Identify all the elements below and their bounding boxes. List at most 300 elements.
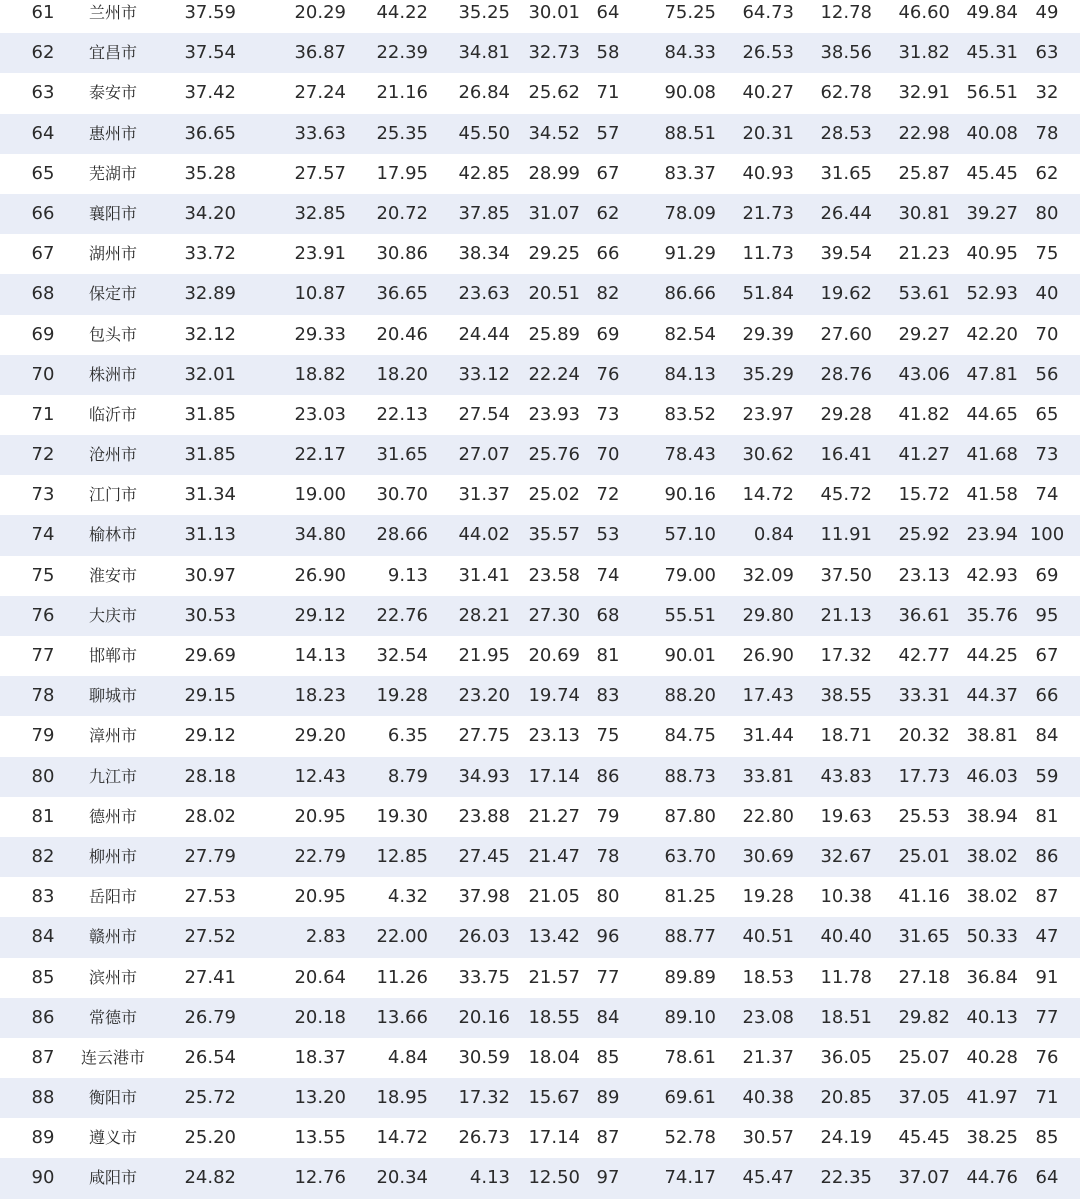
cell-col-6: 25.76 <box>528 444 580 466</box>
cell-score: 32.12 <box>184 323 236 345</box>
cell-col-12: 40.28 <box>966 1046 1018 1068</box>
cell-col-12: 38.94 <box>966 805 1018 827</box>
cell-col-13-rank: 75 <box>1035 243 1059 265</box>
cell-col-12: 47.81 <box>966 363 1018 385</box>
cell-col-10: 17.32 <box>820 645 872 666</box>
table-row <box>0 1038 1080 1078</box>
cell-col-10: 19.62 <box>820 283 872 305</box>
cell-col-12: 36.84 <box>966 966 1018 988</box>
cell-col-9: 26.90 <box>742 645 794 666</box>
cell-col-13-rank: 80 <box>1035 202 1059 224</box>
cell-col-6: 35.57 <box>528 524 580 546</box>
cell-col-6: 21.05 <box>528 886 580 908</box>
cell-col-4: 21.16 <box>376 82 428 104</box>
table-row <box>0 757 1080 797</box>
cell-rank: 61 <box>31 2 55 23</box>
table-row <box>0 33 1080 73</box>
cell-col-13-rank: 69 <box>1035 564 1059 586</box>
cell-rank: 63 <box>31 82 55 104</box>
cell-col-7-rank: 86 <box>596 765 620 787</box>
cell-score: 30.53 <box>184 604 236 626</box>
cell-city: 江门市 <box>88 485 137 505</box>
cell-col-6: 25.02 <box>528 484 580 506</box>
cell-col-11: 46.60 <box>898 2 950 23</box>
cell-col-9: 40.27 <box>742 82 794 104</box>
cell-col-8: 90.01 <box>664 645 716 666</box>
cell-rank: 81 <box>31 805 55 827</box>
cell-col-6: 17.14 <box>528 1127 580 1149</box>
table-row <box>0 676 1080 716</box>
cell-col-5: 33.75 <box>458 966 510 988</box>
cell-col-12: 50.33 <box>966 926 1018 948</box>
cell-col-4: 11.26 <box>376 966 428 988</box>
cell-col-5: 31.41 <box>458 564 510 586</box>
cell-city: 兰州市 <box>88 3 137 22</box>
table-row <box>0 917 1080 957</box>
cell-col-6: 21.47 <box>528 845 580 867</box>
cell-col-5: 42.85 <box>458 162 510 184</box>
cell-rank: 89 <box>31 1127 55 1149</box>
cell-col-8: 88.51 <box>664 122 716 144</box>
cell-rank: 65 <box>31 162 55 184</box>
cell-city: 邯郸市 <box>88 646 137 665</box>
cell-col-11: 30.81 <box>898 202 950 224</box>
cell-col-11: 36.61 <box>898 604 950 626</box>
cell-col-6: 21.27 <box>528 805 580 827</box>
cell-col-8: 88.73 <box>664 765 716 787</box>
cell-col-3: 14.13 <box>294 645 346 666</box>
cell-col-3: 26.90 <box>294 564 346 586</box>
cell-col-13-rank: 49 <box>1035 2 1059 23</box>
cell-col-7-rank: 71 <box>596 82 620 104</box>
cell-score: 31.13 <box>184 524 236 546</box>
cell-col-3: 20.18 <box>294 1006 346 1028</box>
cell-col-8: 57.10 <box>664 524 716 546</box>
cell-rank: 84 <box>31 926 55 948</box>
cell-col-3: 22.79 <box>294 845 346 867</box>
cell-col-11: 53.61 <box>898 283 950 305</box>
cell-city: 芜湖市 <box>88 163 137 183</box>
cell-col-3: 20.95 <box>294 886 346 908</box>
cell-col-6: 13.42 <box>528 926 580 948</box>
cell-col-9: 20.31 <box>742 122 794 144</box>
cell-col-12: 46.03 <box>966 765 1018 787</box>
cell-col-7-rank: 53 <box>596 524 620 546</box>
cell-col-3: 20.64 <box>294 966 346 988</box>
cell-col-6: 30.01 <box>528 2 580 23</box>
cell-col-12: 44.25 <box>966 645 1018 666</box>
cell-col-4: 30.70 <box>376 484 428 506</box>
cell-rank: 62 <box>31 42 55 64</box>
cell-city: 漳州市 <box>88 726 137 746</box>
cell-col-4: 4.84 <box>387 1046 428 1068</box>
table-row <box>0 596 1080 636</box>
cell-rank: 73 <box>31 484 55 506</box>
table-row <box>0 475 1080 515</box>
table-row <box>0 958 1080 998</box>
cell-col-11: 41.82 <box>898 403 950 425</box>
cell-score: 37.59 <box>184 2 236 23</box>
cell-score: 27.53 <box>184 886 236 908</box>
cell-col-8: 82.54 <box>664 323 716 345</box>
cell-city: 滨州市 <box>88 967 137 987</box>
table-row <box>0 636 1080 676</box>
cell-city: 聊城市 <box>88 686 137 706</box>
cell-col-9: 35.29 <box>742 363 794 385</box>
cell-col-8: 84.33 <box>664 42 716 64</box>
cell-col-12: 41.58 <box>966 484 1018 506</box>
cell-rank: 64 <box>31 122 55 144</box>
cell-city: 湖州市 <box>88 244 137 264</box>
cell-col-3: 32.85 <box>294 202 346 224</box>
cell-col-8: 89.10 <box>664 1006 716 1028</box>
cell-col-3: 20.29 <box>294 2 346 23</box>
cell-score: 25.72 <box>184 1087 236 1109</box>
cell-col-3: 27.57 <box>294 162 346 184</box>
cell-score: 27.79 <box>184 845 236 867</box>
cell-col-6: 25.89 <box>528 323 580 345</box>
cell-col-11: 25.92 <box>898 524 950 546</box>
cell-col-4: 13.66 <box>376 1006 428 1028</box>
cell-rank: 76 <box>31 604 55 626</box>
cell-col-4: 19.30 <box>376 805 428 827</box>
cell-col-5: 27.54 <box>458 403 510 425</box>
cell-col-5: 24.44 <box>458 323 510 345</box>
cell-col-8: 79.00 <box>664 564 716 586</box>
cell-col-11: 29.27 <box>898 323 950 345</box>
cell-col-3: 36.87 <box>294 42 346 64</box>
cell-col-7-rank: 77 <box>596 966 620 988</box>
cell-score: 24.82 <box>184 1167 236 1189</box>
cell-col-11: 43.06 <box>898 363 950 385</box>
cell-col-11: 25.53 <box>898 805 950 827</box>
cell-col-4: 32.54 <box>376 645 428 666</box>
cell-col-8: 91.29 <box>664 243 716 265</box>
cell-col-8: 89.89 <box>664 966 716 988</box>
cell-col-8: 69.61 <box>664 1087 716 1109</box>
cell-col-5: 37.98 <box>458 886 510 908</box>
cell-col-8: 86.66 <box>664 283 716 305</box>
cell-col-13-rank: 67 <box>1035 645 1059 666</box>
cell-col-10: 62.78 <box>820 82 872 104</box>
cell-col-13-rank: 47 <box>1035 926 1059 948</box>
cell-col-7-rank: 97 <box>596 1167 620 1189</box>
cell-col-7-rank: 64 <box>596 2 620 23</box>
table-row <box>0 315 1080 355</box>
cell-col-13-rank: 63 <box>1035 42 1059 64</box>
cell-city: 衡阳市 <box>88 1088 137 1108</box>
cell-col-7-rank: 73 <box>596 403 620 425</box>
cell-col-3: 2.83 <box>305 926 346 948</box>
cell-col-10: 22.35 <box>820 1167 872 1189</box>
cell-col-8: 52.78 <box>664 1127 716 1149</box>
cell-city: 常德市 <box>88 1007 137 1027</box>
cell-city: 惠州市 <box>88 123 137 143</box>
cell-score: 31.85 <box>184 403 236 425</box>
table-row <box>0 716 1080 756</box>
cell-col-12: 41.97 <box>966 1087 1018 1109</box>
cell-col-11: 41.16 <box>898 886 950 908</box>
cell-col-6: 29.25 <box>528 243 580 265</box>
cell-col-5: 17.32 <box>458 1087 510 1109</box>
cell-col-6: 17.14 <box>528 765 580 787</box>
cell-city: 九江市 <box>88 766 137 786</box>
cell-col-9: 23.08 <box>742 1006 794 1028</box>
cell-city: 临沂市 <box>88 404 137 424</box>
cell-col-3: 29.33 <box>294 323 346 345</box>
cell-col-10: 38.55 <box>820 685 872 707</box>
cell-col-10: 19.63 <box>820 805 872 827</box>
cell-col-7-rank: 72 <box>596 484 620 506</box>
cell-col-5: 26.03 <box>458 926 510 948</box>
cell-col-12: 38.02 <box>966 886 1018 908</box>
cell-col-7-rank: 57 <box>596 122 620 144</box>
cell-col-7-rank: 70 <box>596 444 620 466</box>
cell-col-10: 11.78 <box>820 966 872 988</box>
cell-col-4: 31.65 <box>376 444 428 466</box>
cell-col-8: 81.25 <box>664 886 716 908</box>
cell-col-6: 20.69 <box>528 645 580 666</box>
cell-col-5: 26.84 <box>458 82 510 104</box>
cell-score: 27.41 <box>184 966 236 988</box>
cell-score: 29.69 <box>184 645 236 666</box>
cell-col-9: 14.72 <box>742 484 794 506</box>
table-row <box>0 0 1080 33</box>
cell-col-7-rank: 78 <box>596 845 620 867</box>
cell-col-7-rank: 82 <box>596 283 620 305</box>
cell-col-4: 28.66 <box>376 524 428 546</box>
cell-col-9: 26.53 <box>742 42 794 64</box>
cell-score: 31.34 <box>184 484 236 506</box>
cell-col-7-rank: 80 <box>596 886 620 908</box>
cell-city: 襄阳市 <box>88 203 137 223</box>
cell-rank: 72 <box>31 444 55 466</box>
cell-col-9: 22.80 <box>742 805 794 827</box>
cell-col-11: 45.45 <box>898 1127 950 1149</box>
cell-city: 德州市 <box>88 806 137 826</box>
cell-rank: 85 <box>31 966 55 988</box>
cell-city: 淮安市 <box>88 565 137 585</box>
cell-score: 35.28 <box>184 162 236 184</box>
cell-col-11: 27.18 <box>898 966 950 988</box>
cell-col-12: 44.65 <box>966 403 1018 425</box>
table-row <box>0 73 1080 113</box>
cell-col-4: 22.76 <box>376 604 428 626</box>
table-row <box>0 998 1080 1038</box>
cell-col-10: 28.53 <box>820 122 872 144</box>
cell-col-6: 31.07 <box>528 202 580 224</box>
cell-col-6: 18.55 <box>528 1006 580 1028</box>
cell-col-13-rank: 84 <box>1035 725 1059 747</box>
cell-col-7-rank: 89 <box>596 1087 620 1109</box>
cell-col-12: 39.27 <box>966 202 1018 224</box>
cell-col-7-rank: 66 <box>596 243 620 265</box>
cell-col-6: 18.04 <box>528 1046 580 1068</box>
cell-col-3: 13.20 <box>294 1087 346 1109</box>
cell-col-11: 23.13 <box>898 564 950 586</box>
cell-score: 29.15 <box>184 685 236 707</box>
cell-col-3: 29.20 <box>294 725 346 747</box>
cell-col-5: 34.93 <box>458 765 510 787</box>
cell-rank: 68 <box>31 283 55 305</box>
cell-score: 27.52 <box>184 926 236 948</box>
cell-city: 咸阳市 <box>88 1168 137 1188</box>
cell-col-3: 23.03 <box>294 403 346 425</box>
cell-col-10: 18.51 <box>820 1006 872 1028</box>
cell-col-8: 75.25 <box>664 2 716 23</box>
cell-col-3: 29.12 <box>294 604 346 626</box>
cell-col-10: 11.91 <box>820 524 872 546</box>
cell-col-9: 32.09 <box>742 564 794 586</box>
cell-col-3: 12.43 <box>294 765 346 787</box>
cell-city: 沧州市 <box>88 445 137 465</box>
cell-city: 大庆市 <box>88 605 137 625</box>
cell-col-5: 44.02 <box>458 524 510 546</box>
cell-col-7-rank: 62 <box>596 202 620 224</box>
cell-col-8: 74.17 <box>664 1167 716 1189</box>
cell-col-5: 21.95 <box>458 645 510 666</box>
cell-col-4: 20.34 <box>376 1167 428 1189</box>
cell-col-6: 22.24 <box>528 363 580 385</box>
table-row <box>0 556 1080 596</box>
cell-col-3: 12.76 <box>294 1167 346 1189</box>
cell-col-12: 45.31 <box>966 42 1018 64</box>
cell-col-10: 29.28 <box>820 403 872 425</box>
cell-col-12: 44.76 <box>966 1167 1018 1189</box>
cell-rank: 79 <box>31 725 55 747</box>
cell-col-11: 37.07 <box>898 1167 950 1189</box>
cell-score: 34.20 <box>184 202 236 224</box>
cell-col-13-rank: 71 <box>1035 1087 1059 1109</box>
cell-col-4: 44.22 <box>376 2 428 23</box>
cell-col-9: 0.84 <box>753 524 794 546</box>
cell-score: 26.79 <box>184 1006 236 1028</box>
cell-city: 株洲市 <box>88 364 137 384</box>
cell-col-4: 36.65 <box>376 283 428 305</box>
table-row <box>0 1078 1080 1118</box>
cell-col-9: 29.80 <box>742 604 794 626</box>
cell-col-5: 31.37 <box>458 484 510 506</box>
cell-col-9: 29.39 <box>742 323 794 345</box>
cell-col-12: 41.68 <box>966 444 1018 466</box>
cell-col-4: 30.86 <box>376 243 428 265</box>
cell-col-4: 12.85 <box>376 845 428 867</box>
cell-col-7-rank: 74 <box>596 564 620 586</box>
cell-col-10: 32.67 <box>820 845 872 867</box>
cell-col-10: 20.85 <box>820 1087 872 1109</box>
cell-col-5: 23.20 <box>458 685 510 707</box>
cell-col-7-rank: 79 <box>596 805 620 827</box>
cell-col-11: 41.27 <box>898 444 950 466</box>
cell-col-5: 38.34 <box>458 243 510 265</box>
cell-col-4: 14.72 <box>376 1127 428 1149</box>
cell-col-3: 20.95 <box>294 805 346 827</box>
table-row <box>0 274 1080 314</box>
cell-col-5: 27.45 <box>458 845 510 867</box>
cell-col-11: 37.05 <box>898 1087 950 1109</box>
cell-col-10: 36.05 <box>820 1046 872 1068</box>
table-row <box>0 877 1080 917</box>
cell-col-9: 40.51 <box>742 926 794 948</box>
table-row <box>0 355 1080 395</box>
cell-city: 包头市 <box>88 324 137 344</box>
cell-col-9: 11.73 <box>742 243 794 265</box>
cell-col-13-rank: 86 <box>1035 845 1059 867</box>
cell-col-8: 83.37 <box>664 162 716 184</box>
cell-col-13-rank: 76 <box>1035 1046 1059 1068</box>
cell-col-7-rank: 81 <box>596 645 620 666</box>
cell-col-6: 27.30 <box>528 604 580 626</box>
cell-col-12: 44.37 <box>966 685 1018 707</box>
cell-rank: 83 <box>31 886 55 908</box>
cell-col-3: 18.37 <box>294 1046 346 1068</box>
cell-col-5: 45.50 <box>458 122 510 144</box>
cell-col-12: 49.84 <box>966 2 1018 23</box>
cell-col-12: 45.45 <box>966 162 1018 184</box>
cell-col-10: 10.38 <box>820 886 872 908</box>
cell-score: 28.02 <box>184 805 236 827</box>
cell-col-12: 40.95 <box>966 243 1018 265</box>
cell-col-7-rank: 85 <box>596 1046 620 1068</box>
cell-col-4: 20.72 <box>376 202 428 224</box>
cell-col-4: 19.28 <box>376 685 428 707</box>
cell-col-8: 84.13 <box>664 363 716 385</box>
cell-col-4: 20.46 <box>376 323 428 345</box>
cell-col-13-rank: 78 <box>1035 122 1059 144</box>
cell-rank: 66 <box>31 202 55 224</box>
table-row <box>0 797 1080 837</box>
cell-col-8: 87.80 <box>664 805 716 827</box>
cell-col-12: 38.25 <box>966 1127 1018 1149</box>
cell-col-3: 10.87 <box>294 283 346 305</box>
cell-city: 榆林市 <box>88 525 137 545</box>
cell-col-3: 23.91 <box>294 243 346 265</box>
cell-col-9: 45.47 <box>742 1167 794 1189</box>
cell-col-9: 17.43 <box>742 685 794 707</box>
cell-col-5: 26.73 <box>458 1127 510 1149</box>
cell-col-10: 12.78 <box>820 2 872 23</box>
cell-col-6: 23.93 <box>528 403 580 425</box>
cell-col-6: 12.50 <box>528 1167 580 1189</box>
cell-col-4: 17.95 <box>376 162 428 184</box>
cell-col-13-rank: 73 <box>1035 444 1059 466</box>
cell-score: 36.65 <box>184 122 236 144</box>
cell-col-10: 37.50 <box>820 564 872 586</box>
cell-rank: 70 <box>31 363 55 385</box>
cell-col-5: 33.12 <box>458 363 510 385</box>
cell-col-11: 32.91 <box>898 82 950 104</box>
cell-col-7-rank: 84 <box>596 1006 620 1028</box>
cell-score: 32.01 <box>184 363 236 385</box>
cell-col-11: 42.77 <box>898 645 950 666</box>
table-row <box>0 154 1080 194</box>
table-row <box>0 234 1080 274</box>
table-row <box>0 837 1080 877</box>
cell-col-7-rank: 87 <box>596 1127 620 1149</box>
cell-col-8: 84.75 <box>664 725 716 747</box>
cell-rank: 88 <box>31 1087 55 1109</box>
cell-col-4: 4.32 <box>387 886 428 908</box>
cell-col-4: 22.39 <box>376 42 428 64</box>
cell-score: 32.89 <box>184 283 236 305</box>
cell-col-10: 28.76 <box>820 363 872 385</box>
cell-city: 泰安市 <box>88 83 137 103</box>
cell-score: 37.42 <box>184 82 236 104</box>
cell-col-5: 23.88 <box>458 805 510 827</box>
cell-col-9: 30.57 <box>742 1127 794 1149</box>
cell-col-7-rank: 69 <box>596 323 620 345</box>
table-row <box>0 1158 1080 1198</box>
